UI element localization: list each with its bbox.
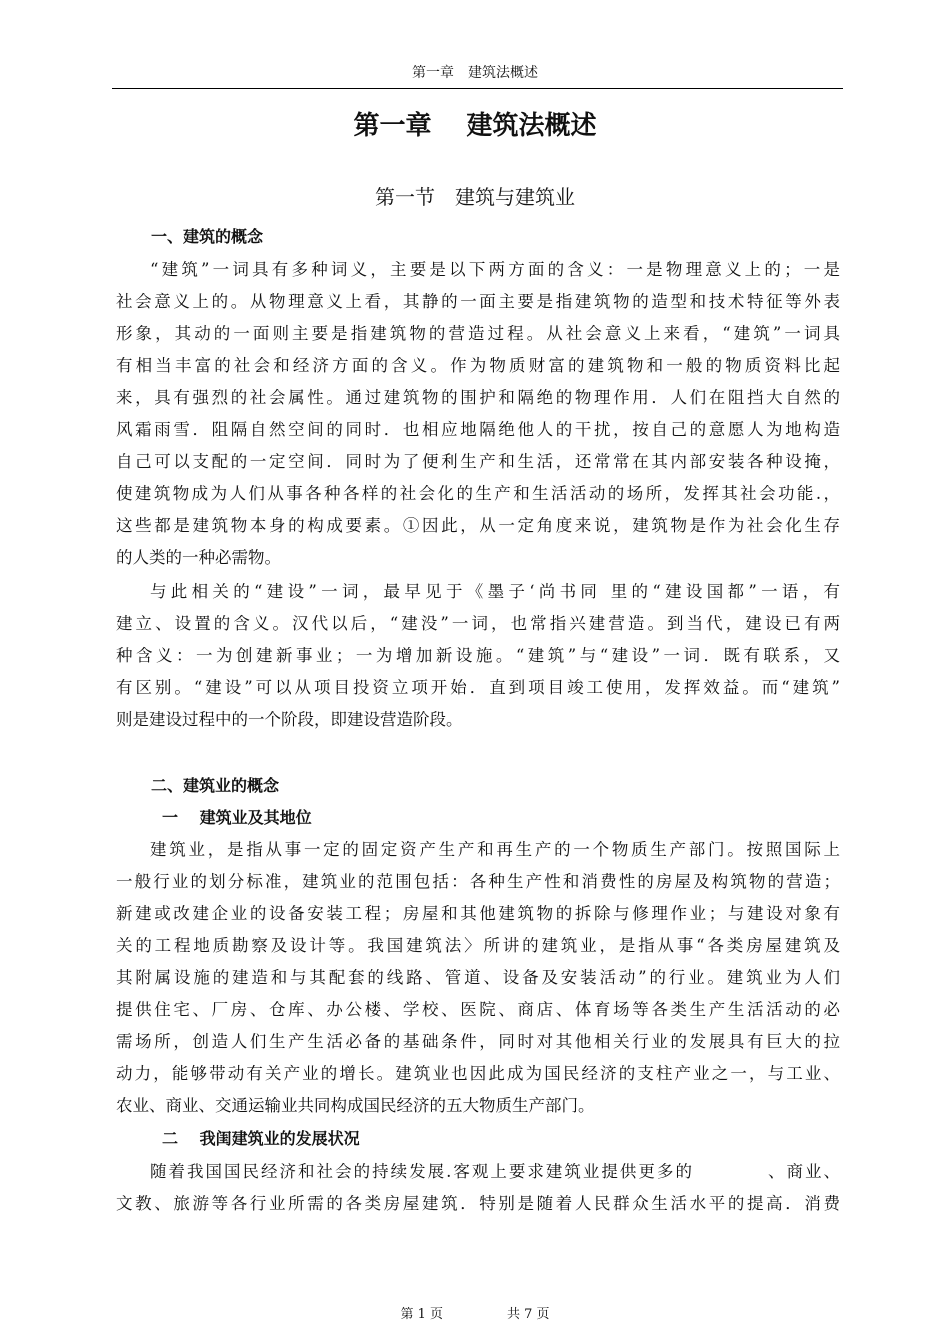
header-rule xyxy=(112,88,843,89)
paragraph-line: 自己可以支配的一定空间．同时为了便利生产和生活，还常常在其内部安装各种设掩， xyxy=(116,452,840,471)
paragraph-line: 一般行业的划分标准，建筑业的范围包括：各种生产性和消费性的房屋及构筑物的营造； xyxy=(116,872,840,891)
paragraph-line: 种含义：一为创建新事业；一为增加新设施。“建筑”与“建设”一词．既有联系，又 xyxy=(116,646,840,665)
paragraph-line: 这些都是建筑物本身的构成要素。①因此，从一定角度来说，建筑物是作为社会化生存 xyxy=(116,516,840,535)
heading-building-concept: 一、建筑的概念 xyxy=(151,227,264,246)
page-number: 第 1 页 xyxy=(400,1307,443,1322)
paragraph-line: 有相当丰富的社会和经济方面的含义。作为物质财富的建筑物和一般的物质资料比起 xyxy=(116,356,840,375)
paragraph-line: 风霜雨雪．阻隔自然空间的同时．也相应地隔绝他人的干扰，按自己的意愿人为地构造 xyxy=(116,420,840,439)
page-total: 共 7 页 xyxy=(507,1307,550,1322)
paragraph-line: 来，具有强烈的社会属性。通过建筑物的围护和隔绝的物理作用．人们在阻挡大自然的 xyxy=(116,388,840,407)
paragraph-line: 需场所，创造人们生产生活必备的基础条件，同时对其他相关行业的发展具有巨大的拉 xyxy=(116,1032,840,1051)
heading-development-status: 二 我闺建筑业的发展状况 xyxy=(162,1129,360,1148)
section-title: 第一节 建筑与建筑业 xyxy=(375,185,575,209)
heading-industry-status: 一 建筑业及其地位 xyxy=(162,808,312,827)
paragraph-line: “建筑”一词具有多种词义，主要是以下两方面的含义：一是物理意义上的；一是 xyxy=(150,260,840,279)
paragraph-line: 提供住宅、厂房、仓库、办公楼、学校、医院、商店、体育场等各类生产生活活动的必 xyxy=(116,1000,840,1019)
paragraph-line: 建筑业，是指从事一定的固定资产生产和再生产的一个物质生产部门。按照国际上 xyxy=(150,840,840,859)
paragraph-line: 则是建设过程中的一个阶段，即建设营造阶段。 xyxy=(116,710,463,729)
paragraph-line: 使建筑物成为人们从事各种各样的社会化的生产和生活活动的场所，发挥其社会功能.， xyxy=(116,484,840,503)
paragraph-line: 文教、旅游等各行业所需的各类房屋建筑．特别是随着人民群众生活水平的提高．消费 xyxy=(116,1194,840,1213)
paragraph-line: 农业、商业、交通运输业共同构成国民经济的五大物质生产部门。 xyxy=(116,1096,595,1115)
paragraph-line: 其附属设施的建造和与其配套的线路、管道、设备及安装活动”的行业。建筑业为人们 xyxy=(116,968,840,987)
paragraph-line: 随着我国国民经济和社会的持续发展.客观上要求建筑业提供更多的 、商业、 xyxy=(150,1162,840,1181)
paragraph-line: 建立、设置的含义。汉代以后，“建没”一词，也常指兴建营造。到当代，建设已有两 xyxy=(116,614,840,633)
paragraph-line: 动力，能够带动有关产业的增长。建筑业也因此成为国民经济的支柱产业之一，与工业、 xyxy=(116,1064,840,1083)
paragraph-line: 与此相关的“建设”一词，最早见于《墨子‘尚书同 里的“建设国都”一语，有 xyxy=(150,582,840,601)
paragraph-line: 的人类的一种必需物。 xyxy=(116,548,281,567)
paragraph-line: 关的工程地质勘察及设计等。我国建筑法〉所讲的建筑业，是指从事“各类房屋建筑及 xyxy=(116,936,840,955)
paragraph-line: 形象，其动的一面则主要是指建筑物的营造过程。从社会意义上来看，“建筑”一词具 xyxy=(116,324,840,343)
heading-industry-concept: 二、建筑业的概念 xyxy=(151,776,280,795)
paragraph-line: 有区别。“建设”可以从项目投资立项开始．直到项目竣工使用，发挥效益。而“建筑” xyxy=(116,678,840,697)
paragraph-line: 新建或改建企业的设备安装工程；房屋和其他建筑物的拆除与修理作业；与建设对象有 xyxy=(116,904,840,923)
paragraph-line: 社会意义上的。从物理意义上看，其静的一面主要是指建筑物的造型和技术特征等外表 xyxy=(116,292,840,311)
chapter-title: 第一章 建筑法概述 xyxy=(353,111,597,141)
running-header: 第一章 建筑法概述 xyxy=(412,65,538,81)
page-footer xyxy=(0,1306,950,1324)
